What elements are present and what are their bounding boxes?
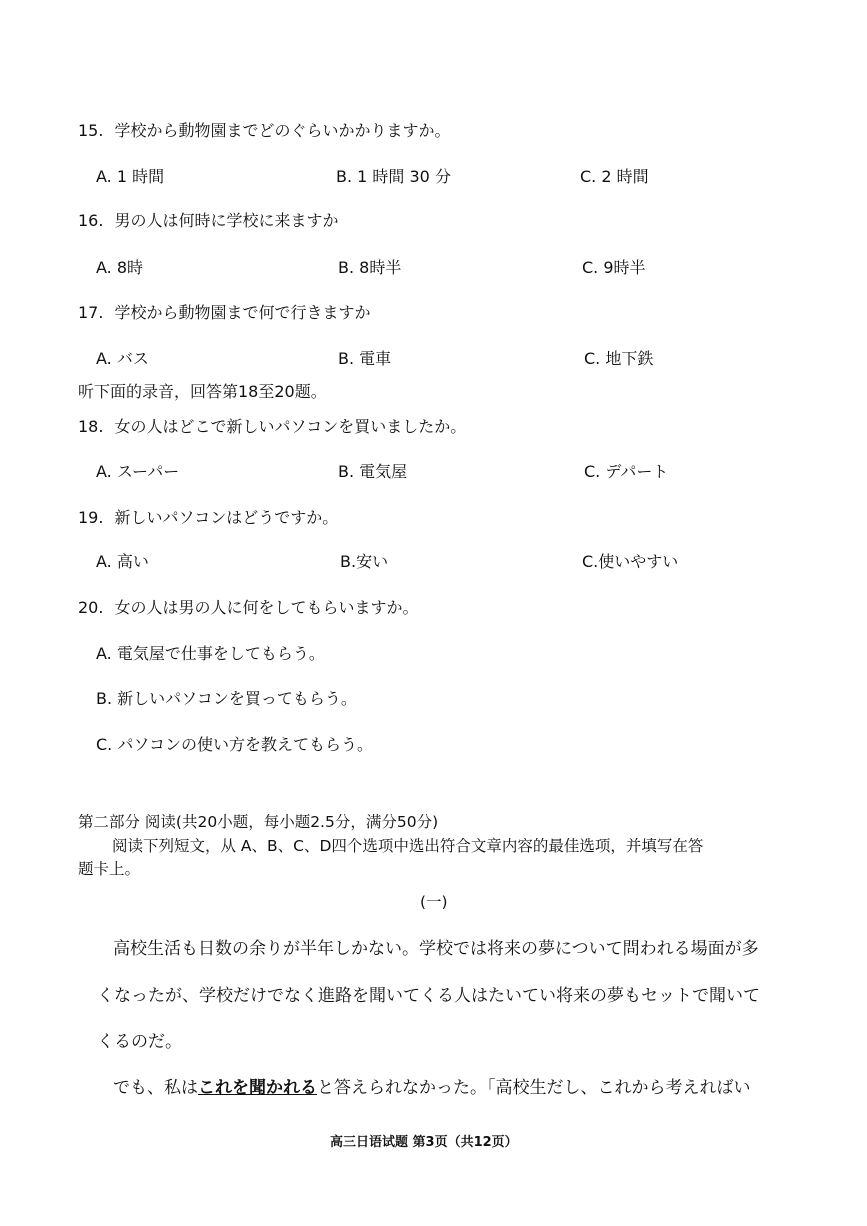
option-19-c: C.使いやすい	[582, 552, 679, 571]
option-20-c: C. パソコンの使い方を教えてもらう。	[96, 735, 374, 754]
question-16	[78, 208, 339, 231]
section-instruction-cont: 题卡上。	[78, 860, 141, 878]
option-18-c: C. デパート	[584, 462, 669, 481]
question-20	[78, 595, 419, 618]
page-footer: 高三日语试题 第3页（共12页）	[330, 1135, 518, 1150]
passage-line: 高校生活も日数の余りが半年しかない。学校では将来の夢について問われる場面が多	[113, 939, 759, 959]
option-15-c: C. 2 時間	[580, 167, 649, 186]
option-16-b: B. 8時半	[338, 258, 402, 277]
option-20-a: A. 電気屋で仕事をしてもらう。	[96, 644, 325, 663]
option-18-a: A. スーパー	[96, 462, 180, 481]
question-text: 新しいパソコンはどうですか。	[114, 508, 339, 527]
option-15-a: A. 1 時間	[96, 167, 165, 186]
passage-line: くるのだ。	[97, 1032, 182, 1052]
option-17-a: A. バス	[96, 349, 149, 368]
question-number: 18.	[78, 417, 104, 436]
option-18-b: B. 電気屋	[338, 462, 408, 481]
question-text: 男の人は何時に学校に来ますか	[114, 211, 339, 230]
question-text: 女の人はどこで新しいパソコンを買いましたか。	[114, 417, 467, 436]
passage-text: と答えられなかった。「高校生だし、これから考えればい	[317, 1078, 751, 1098]
question-number: 17.	[78, 303, 104, 322]
question-number: 19.	[78, 508, 104, 527]
question-number: 15.	[78, 121, 104, 140]
option-19-b: B.安い	[340, 552, 389, 571]
underlined-phrase: これを聞かれる	[198, 1078, 317, 1098]
question-19	[78, 505, 338, 528]
question-text: 女の人は男の人に何をしてもらいますか。	[114, 598, 419, 617]
section-title: 第二部分 阅读(共20小题，每小题2.5分，满分50分)	[78, 813, 439, 831]
option-16-a: A. 8時	[96, 258, 144, 277]
passage-number: (一)	[420, 893, 448, 911]
passage-line: くなったが、学校だけでなく進路を聞いてくる人はたいてい将来の夢もセットで聞いて	[97, 986, 760, 1006]
question-15	[78, 118, 451, 141]
question-text: 学校から動物園まで何で行きますか	[114, 303, 371, 322]
option-20-b: B. 新しいパソコンを買ってもらう。	[96, 689, 357, 708]
passage-line	[113, 1073, 751, 1098]
question-text: 学校から動物園までどのぐらいかかりますか。	[114, 121, 451, 140]
question-18	[78, 414, 466, 437]
option-16-c: C. 9時半	[582, 258, 646, 277]
question-number: 16.	[78, 211, 104, 230]
listen-instruction: 听下面的录音，回答第18至20题。	[78, 382, 327, 401]
option-15-b: B. 1 時間 30 分	[336, 167, 451, 186]
section-instruction: 阅读下列短文，从 A、B、C、D四个选项中选出符合文章内容的最佳选项，并填写在答	[112, 837, 704, 855]
question-17	[78, 300, 371, 323]
option-17-b: B. 電車	[338, 349, 392, 368]
option-17-c: C. 地下鉄	[584, 349, 654, 368]
question-number: 20.	[78, 598, 104, 617]
passage-text: でも、私は	[113, 1078, 198, 1098]
option-19-a: A. 高い	[96, 552, 149, 571]
